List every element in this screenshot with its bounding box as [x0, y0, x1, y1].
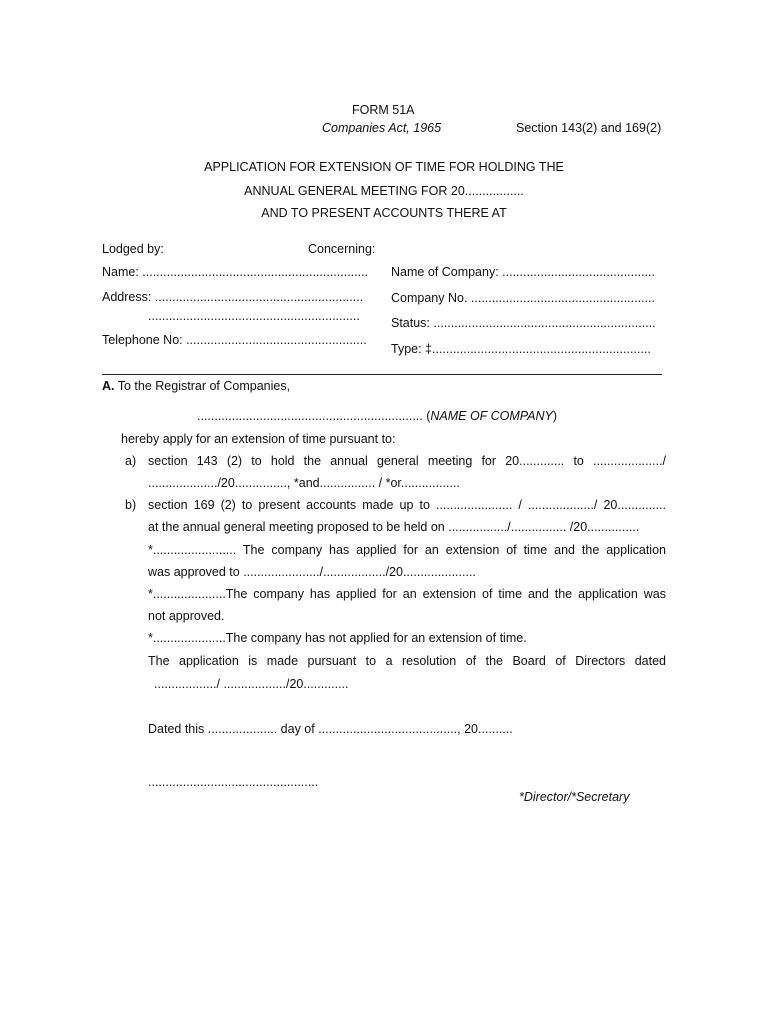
title-line-3: AND TO PRESENT ACCOUNTS THERE AT — [261, 206, 507, 220]
company-name-dots: ................................................................. ( — [197, 409, 431, 423]
form-number: FORM 51A — [352, 103, 415, 117]
type-field: Type: ‡............................................................... — [391, 342, 651, 356]
lodged-by-label: Lodged by: — [102, 242, 164, 256]
resolution-line-2: ................../ ................../20............. — [154, 677, 349, 691]
status-field: Status: ................................................................ — [391, 316, 656, 330]
registrar-address: To the Registrar of Companies, — [117, 379, 291, 393]
approved-option-line-1: *........................ The company has applied for an extension of time and the application — [148, 543, 666, 557]
signature-line: ................................................. — [148, 775, 319, 789]
company-name-line — [197, 409, 557, 423]
dated-line: Dated this .................... day of ........................................, 20.......... — [148, 722, 513, 736]
address-field: Address: ............................................................ — [102, 290, 364, 304]
concerning-label: Concerning: — [308, 242, 376, 256]
apply-statement: hereby apply for an extension of time pursuant to: — [121, 432, 396, 446]
act-reference: Companies Act, 1965 — [322, 121, 442, 135]
address-field-line-2: ............................................................. — [148, 309, 360, 323]
section-a-heading — [102, 379, 290, 393]
title-line-2: ANNUAL GENERAL MEETING FOR 20................. — [244, 184, 524, 198]
title-line-1: APPLICATION FOR EXTENSION OF TIME FOR HOLDING THE — [204, 160, 564, 174]
approved-option-line-2: was approved to ....................../................../20..................... — [148, 565, 476, 579]
signatory-title: *Director/*Secretary — [519, 790, 630, 804]
resolution-line-1: The application is made pursuant to a resolution of the Board of Directors dated — [148, 654, 666, 668]
company-name-field: Name of Company: ............................................ — [391, 265, 655, 279]
company-no-field: Company No. ..................................................... — [391, 291, 655, 305]
company-name-label: NAME OF COMPANY — [430, 409, 553, 423]
item-a-marker: a) — [125, 454, 137, 468]
telephone-field: Telephone No: .................................................... — [102, 333, 367, 347]
section-reference: Section 143(2) and 169(2) — [516, 121, 662, 135]
item-a-line-1: section 143 (2) to hold the annual general meeting for 20............. to ..................../ — [148, 454, 666, 468]
not-approved-option-line-1: *.....................The company has applied for an extension of time and the application was — [148, 587, 666, 601]
item-a-line-2: ..................../20..............., *and................ / *or................. — [148, 476, 460, 490]
not-applied-option: *.....................The company has not applied for an extension of time. — [148, 631, 527, 645]
section-a-letter: A. — [102, 379, 115, 393]
item-b-line-1: section 169 (2) to present accounts made up to ...................... / .................../ 20.............. — [148, 498, 666, 512]
item-b-marker: b) — [125, 498, 137, 512]
section-divider — [102, 374, 662, 375]
company-name-close: ) — [552, 409, 558, 423]
name-field: Name: ................................................................. — [102, 265, 369, 279]
not-approved-option-line-2: not approved. — [148, 609, 225, 623]
item-b-line-2: at the annual general meeting proposed to be held on ................./................ /20............... — [148, 520, 640, 534]
